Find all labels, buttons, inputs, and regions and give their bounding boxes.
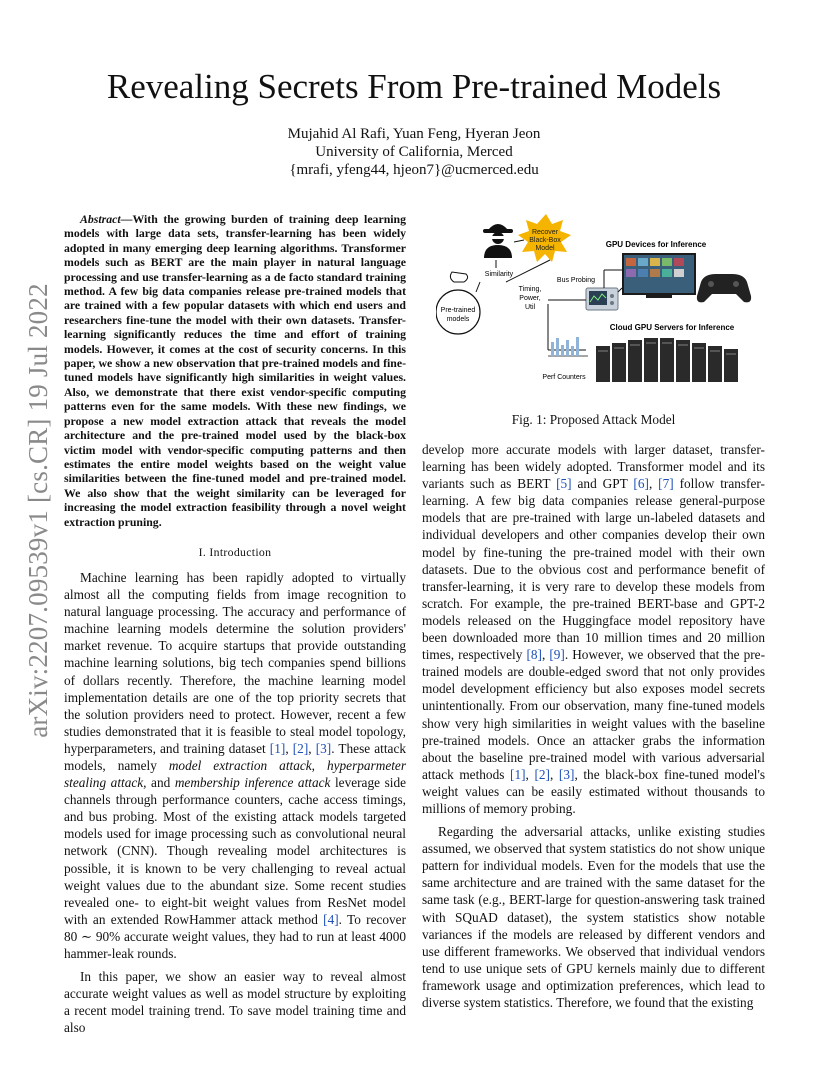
citation-link[interactable]: [5] bbox=[556, 476, 572, 492]
text-run: leverage side channels through performance counters, cache access timings, and bus probing. Most of the existing attack models targeted models used for image processing such as convolutional neural network (CNN). Though revealing model architectures is possible, it is known to be very challenging to reveal actual weight values due to the abundant size. Some recent studies revealed one- to eight-bit weight values from ResNet model with an extended RowHammer attack method bbox=[64, 775, 406, 927]
italic-term: membership inference attack bbox=[174, 775, 331, 791]
timing-label: Timing, bbox=[518, 286, 542, 293]
citation-link[interactable]: [3] bbox=[315, 740, 332, 756]
pretrained-label-2: models bbox=[446, 316, 470, 323]
abstract-text: —With the growing burden of training deep learning models with large data sets, transfer-learning has been widely adopted in many emerging deep learning algorithms. Transformer models such as BERT are the main player in natural language processing and use transfer-learning as a de facto standard training method. A few big data companies release pre-trained models that are trained with a few popular datasets with which end users and researchers fine-tune the model with their own datasets. Transfer-learning significantly reduces the time and effort of training models. However, it comes at the cost of security concerns. In this paper, we show a new observation that pre-trained models and fine-tuned models have significantly high similarities in weight values. Also, we demonstrate that there exist vendor-specific computing patterns even for the same models. With these new findings, we propose a new model extraction attack that reveals the model architecture and the pre-trained model used by the black-box victim model with vendor-specific computing patterns and then estimates the entire model weights based on the weight value similarities between the fine-tuned model and pre-trained model. We also show that the weight similarity can be leveraged for increasing the model extraction feasibility through a novel weight extraction pruning. bbox=[64, 212, 406, 529]
text-run: . These attack models, namely bbox=[64, 740, 406, 773]
controller-icon bbox=[697, 274, 751, 302]
text-run: follow transfer-learning. A few big data companies release general-purpose models that are pre-trained with large un-labeled datasets and individual developers and other companies develop their own model by fine-tuning the pre-trained model with their own datasets. Due to the obvious cost and performance benefit of transfer-learning, it is very rare to develop these models from scratch. For example, the pre-trained BERT-base and GPT-2 models released on the Huggingface model repository have been downloaded more than 10 million times and 20 million times, respectively bbox=[422, 476, 765, 663]
italic-term: model extraction attack bbox=[168, 757, 312, 773]
text-run: , the black-box fine-tuned model's weight values can be easily estimated without thousands to millions of memory probing. bbox=[422, 766, 766, 816]
citation-link[interactable]: [1] bbox=[269, 740, 286, 756]
recover-label-1: Recover bbox=[531, 229, 559, 236]
oscilloscope-icon bbox=[586, 288, 618, 310]
monitor-icon bbox=[622, 253, 696, 298]
citation-link[interactable]: [6] bbox=[633, 476, 649, 492]
arxiv-side-stamp bbox=[12, 260, 64, 760]
pretrained-label-1: Pre-trained bbox=[440, 307, 476, 314]
cloud-gpu-label: Cloud GPU Servers for Inference bbox=[609, 323, 735, 332]
text-run: . To recover 80 ∼ 90% accurate weight values, they had to run at least 4000 hammer-leak rounds. bbox=[64, 911, 406, 961]
server-rack-icon bbox=[596, 338, 738, 382]
right-paragraph-2: Regarding the adversarial attacks, unlike existing studies assumed, we observed that system statistics do not show unique pattern for individual models. Even for the models that use the same architecture and are trained with the same dataset for the same task (e.g., BERT-large for question-answering task trained with SQuAD dataset), the system statistics show notable variances if the models are released by different vendors and use different frameworks. We observed that individual vendors tend to use unique sets of GPU kernels mainly due to different framework usage and optimization preferences, which lead to diverse system statistics. Therefore, we found that the existing bbox=[422, 824, 765, 1010]
paper-affiliation: University of California, Merced bbox=[315, 144, 513, 160]
recover-label-3: Model bbox=[535, 245, 555, 252]
bus-probing-label: Bus Probing bbox=[556, 277, 596, 284]
citation-link[interactable]: [2] bbox=[534, 766, 550, 782]
left-column bbox=[64, 212, 406, 1036]
paper-emails: {mrafi, yfeng44, hjeon7}@ucmerced.edu bbox=[289, 162, 539, 178]
recover-starburst bbox=[518, 214, 571, 262]
citation-link[interactable]: [3] bbox=[558, 766, 575, 782]
right-column bbox=[422, 441, 765, 1011]
text-run: develop more accurate models with larger dataset, transfer-learning has been widely adopted. Transformer model and its variants such as BERT bbox=[422, 442, 765, 492]
citation-link[interactable]: [7] bbox=[658, 476, 674, 492]
recover-label-2: Black-Box bbox=[529, 237, 561, 244]
perf-counter-chart-icon bbox=[548, 337, 588, 356]
citation-link[interactable]: [1] bbox=[510, 766, 526, 782]
paper-title: Revealing Secrets From Pre-trained Models bbox=[106, 67, 722, 106]
abstract-lead: Abstract bbox=[80, 212, 121, 226]
model-bag-icon bbox=[436, 272, 480, 334]
text-run: Machine learning has been rapidly adopted to virtually almost all the computing fields from image recognition to natural language processing. The accuracy and performance of machine learning models determine the solution providers' market revenue. To acquire startups that provide outstanding machine learning solutions, big tech companies spend billions of dollars recently. Therefore, the machine learning model implementation details are one of the top priority secrets that the solution providers need to protect. However, recent a few studies demonstrated that it is feasible to steal model topology, hyperparameters, and training dataset bbox=[64, 569, 406, 756]
citation-link[interactable]: [4] bbox=[323, 911, 339, 927]
italic-term: hyperparmeter stealing attack bbox=[64, 757, 406, 791]
abstract bbox=[64, 212, 406, 529]
intro-paragraph-2: In this paper, we show an easier way to reveal almost accurate weight values as well as model structure by exploiting a recent model training trend. To save model training time and also bbox=[64, 969, 406, 1036]
citation-link[interactable]: [2] bbox=[292, 740, 309, 756]
power-label: Power, bbox=[519, 295, 541, 302]
arxiv-identifier[interactable]: arXiv:2207.09539v1 [cs.CR] 19 Jul 2022 bbox=[22, 282, 53, 738]
introduction-body bbox=[64, 569, 406, 1037]
gpu-devices-label: GPU Devices for Inference bbox=[605, 240, 707, 249]
similarity-label: Similarity bbox=[484, 271, 514, 278]
intro-paragraph-1: Machine learning has been rapidly adopted to virtually almost all the computing fields from image recognition to natural language processing. The accuracy and performance of machine learning models determine the solution providers' market revenue. To acquire startups that provide outstanding machine learning solutions, big tech companies spend billions of dollars recently. Therefore, the machine learning model implementation details are one of the top priority secrets that the solution providers need to protect. However, recent a few studies demonstrated that it is feasible to steal model topology, hyperparameters, and training dataset [1], [2], [3]. These attack models, namely model extraction attack, hyperparmeter stealing attack, and membership inference attack leverage side channels through performance counters, cache access timings, and bus probing. Most of the existing attack models targeted models used for image processing such as convolutional neural network (CNN). Though revealing model architectures is possible, it is known to be very challenging to reveal actual weight values due to the abundant size. Some recent studies revealed one- to eight-bit weight values from ResNet model with an extended RowHammer attack method [4]. To recover 80 ∼ 90% accurate weight values, they had to run at least 4000 hammer-leak rounds. bbox=[64, 569, 406, 961]
right-paragraph-1: develop more accurate models with larger dataset, transfer-learning has been widely adopted. Transformer model and its variants such as BERT [5] and GPT [6], [7] follow transfer-learning. A few big data companies release general-purpose models that are pre-trained with large un-labeled datasets and individual developers and other companies develop their own model by fine-tuning the pre-trained model with their own datasets. Due to the obvious cost and performance benefit of transfer-learning, it is very rare to develop these models from scratch. For example, the pre-trained BERT-base and GPT-2 models released on the Huggingface model repository have been downloaded more than 10 million times and 20 million times, respectively [8], [9]. However, we observed that the pre-trained models are double-edged sword that not only provides model development efficiency but also exposes model secrets unintentionally. From our observation, many fine-tuned models show very high similarities in weight values with the baseline pre-trained models. Once an attacker grabs the information about the baseline pre-trained model with various adversarial attack methods [1], [2], [3], the black-box fine-tuned model's weight values can be easily estimated without thousands to millions of memory probing. bbox=[422, 442, 766, 816]
section-heading-introduction: I. Introduction bbox=[198, 544, 272, 559]
text-run: . However, we observed that the pre-trained models are double-edged sword that not only provides model development efficiency but also exposes model secrets unintentionally. From our observation, many fine-tuned models show very high similarities in weight values with the baseline pre-trained models. Once an attacker grabs the information about the baseline pre-trained model with various adversarial attack methods bbox=[422, 647, 765, 782]
util-label: Util bbox=[524, 304, 536, 311]
text-run: and GPT bbox=[571, 476, 634, 492]
figure-caption: Fig. 1: Proposed Attack Model bbox=[511, 412, 676, 427]
perf-counters-label: Perf Counters bbox=[542, 374, 586, 381]
citation-link[interactable]: [9] bbox=[549, 647, 565, 663]
arrow-line bbox=[514, 240, 524, 242]
paper-authors: Mujahid Al Rafi, Yuan Feng, Hyeran Jeon bbox=[287, 126, 541, 142]
citation-link[interactable]: [8] bbox=[526, 647, 542, 663]
attack-model-figure bbox=[436, 212, 756, 392]
attacker-icon bbox=[483, 224, 513, 258]
